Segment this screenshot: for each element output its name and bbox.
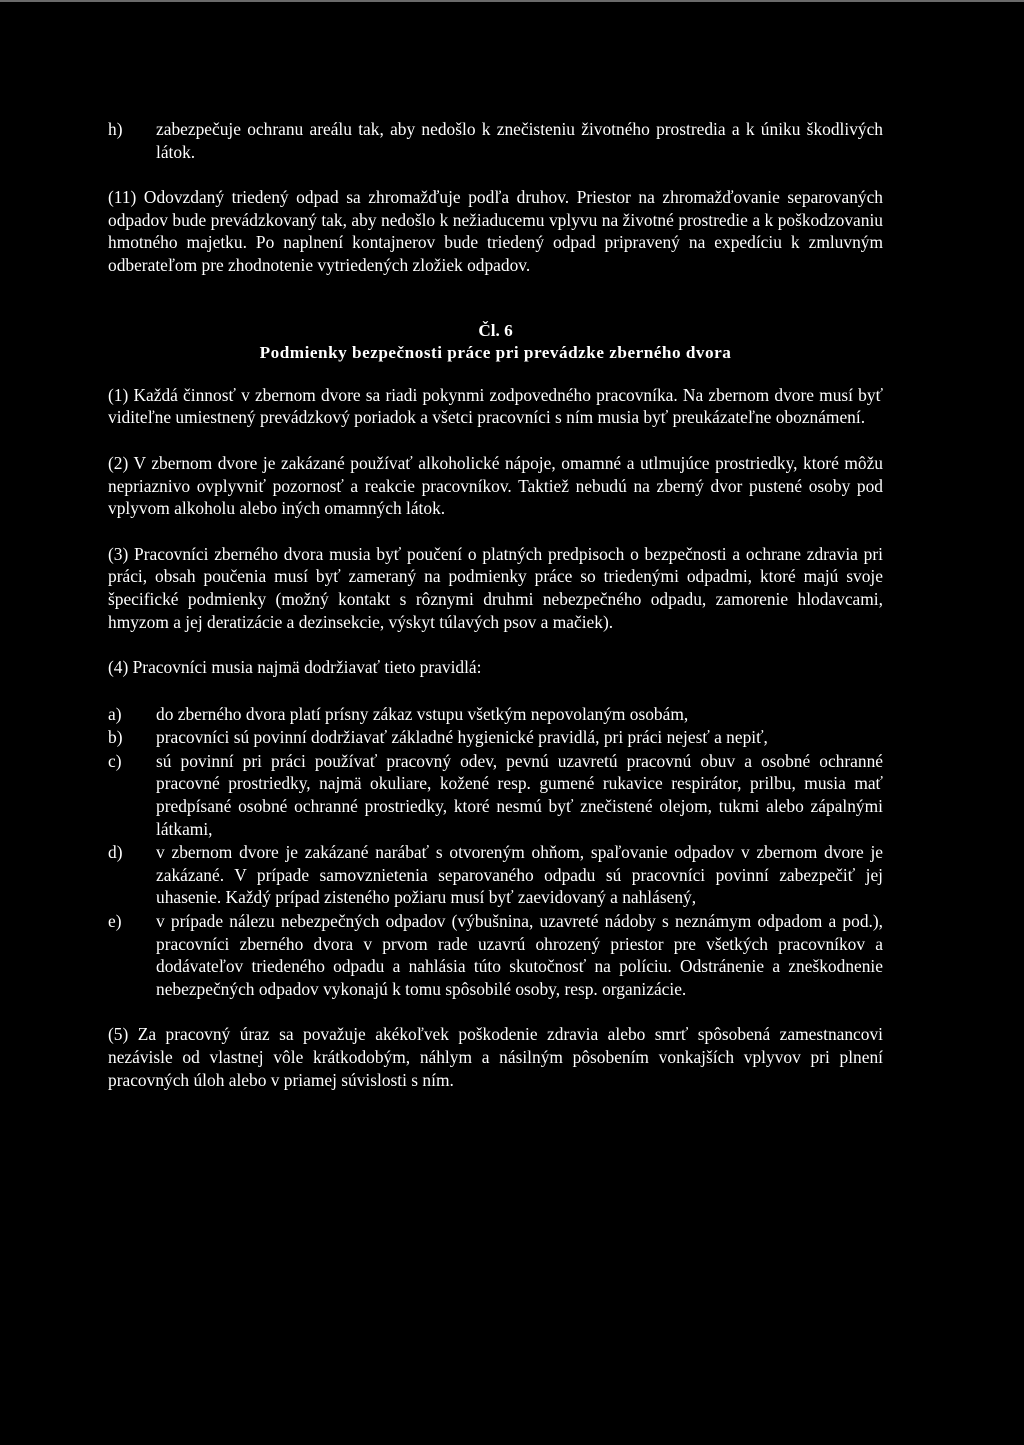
list-marker: b) bbox=[108, 727, 123, 748]
paragraph-1: (1) Každá činnosť v zbernom dvore sa riadi pokynmi zodpovedného pracovníka. Na zbernom dvore musí byť viditeľne umiestnený prevádzkový poriadok a všetci pracovníci s ním musia byť preukázateľne oboznámení. bbox=[108, 384, 883, 428]
list-item-text: zabezpečuje ochranu areálu tak, aby nedošlo k znečisteniu životného prostredia a k úniku škodlivých látok. bbox=[156, 119, 883, 162]
scan-top-edge bbox=[0, 0, 1024, 2]
article-title: Podmienky bezpečnosti práce pri prevádzke zberného dvora bbox=[259, 343, 732, 363]
paragraph-5: (5) Za pracovný úraz sa považuje akékoľvek poškodenie zdravia alebo smrť spôsobená zamestnancovi nezávisle od vlastnej vôle krátkodobým, náhlym a násilným pôsobením vonkajších vplyvov pri plnení pracovných úloh alebo v priamej súvislosti s ním. bbox=[108, 1024, 883, 1090]
list-marker: d) bbox=[108, 842, 123, 863]
list-marker: e) bbox=[108, 911, 122, 932]
list-item-text: do zberného dvora platí prísny zákaz vstupu všetkým nepovolaným osobám, bbox=[156, 703, 689, 724]
paragraph-2: (2) V zbernom dvore je zakázané používať alkoholické nápoje, omamné a utlmujúce prostriedky, ktoré môžu nepriaznivo ovplyvniť pozornosť a reakcie pracovníkov. Taktiež nebudú na zberný dvor pustené osoby pod vplyvom alkoholu alebo iných omamných látok. bbox=[108, 452, 883, 519]
list-item bbox=[108, 703, 883, 726]
list-item-text: v zbernom dvore je zakázané narábať s otvoreným ohňom, spaľovanie odpadov v zbernom dvore je zakázané. V prípade samovznietenia separovaného odpadu sú pracovníci povinní zabezpečiť jej uhasenie. Každý prípad zisteného požiaru musí byť zaevidovaný a nahlásený, bbox=[156, 842, 883, 908]
document-page bbox=[108, 118, 883, 1091]
list-item-text: v prípade nálezu nebezpečných odpadov (výbušnina, uzavreté nádoby s neznámym odpadom a pod.), pracovníci zberného dvora v prvom rade uzavrú ohrozený priestor pre všetkých pracovníkov a dodávateľov triedeného odpadu a nahlásia túto skutočnosť na políciu. Odstránenie a zneškodnenie nebezpečných odpadov vykonajú k tomu spôsobilé osoby, resp. organizácie. bbox=[156, 911, 883, 999]
article-number: Čl. 6 bbox=[478, 320, 513, 340]
paragraph-11: (11) Odovzdaný triedený odpad sa zhromažďuje podľa druhov. Priestor na zhromažďovanie separovaných odpadov bude prevádzkovaný tak, aby nedošlo k nežiaducemu vplyvu na životné prostredie a k poškodzovaniu hmotného majetku. Po naplnení kontajnerov bude triedený odpad pripravený na expedíciu k zmluvným odberateľom pre zhodnotenie vytriedených zložiek odpadov. bbox=[108, 187, 883, 275]
list-marker: a) bbox=[108, 703, 122, 724]
list-item bbox=[108, 750, 883, 840]
list-item bbox=[108, 910, 883, 1000]
paragraph-3: (3) Pracovníci zberného dvora musia byť poučení o platných predpisoch o bezpečnosti a ochrane zdravia pri práci, obsah poučenia musí byť zameraný na podmienky práce so triedenými odpadmi, ktoré majú svoje špecifické podmienky (možný kontakt s rôznymi druhmi nebezpečného odpadu, zamorenie hlodavcami, hmyzom a jej deratizácie a dezinsekcie, výskyt túlavých psov a mačiek). bbox=[108, 543, 883, 632]
list-marker: h) bbox=[108, 119, 123, 139]
list-item bbox=[108, 841, 883, 909]
list-item-text: sú povinní pri práci používať pracovný odev, pevnú uzavretú pracovnú obuv a osobné ochranné pracovné prostriedky, najmä okuliare, kožené resp. gumené rukavice respirátor, prilbu, musia mať predpísané osobné ochranné prostriedky, ktoré nesmú byť znečistené olejom, tukmi alebo zápalnými látkami, bbox=[156, 750, 883, 839]
rules-list bbox=[108, 703, 883, 1001]
list-item-h bbox=[108, 118, 883, 163]
list-item bbox=[108, 726, 883, 749]
list-marker: c) bbox=[108, 750, 122, 771]
list-item-text: pracovníci sú povinní dodržiavať základné hygienické pravidlá, pri práci nejesť a nepiť, bbox=[156, 727, 768, 748]
paragraph-4: (4) Pracovníci musia najmä dodržiavať tieto pravidlá: bbox=[108, 657, 482, 678]
